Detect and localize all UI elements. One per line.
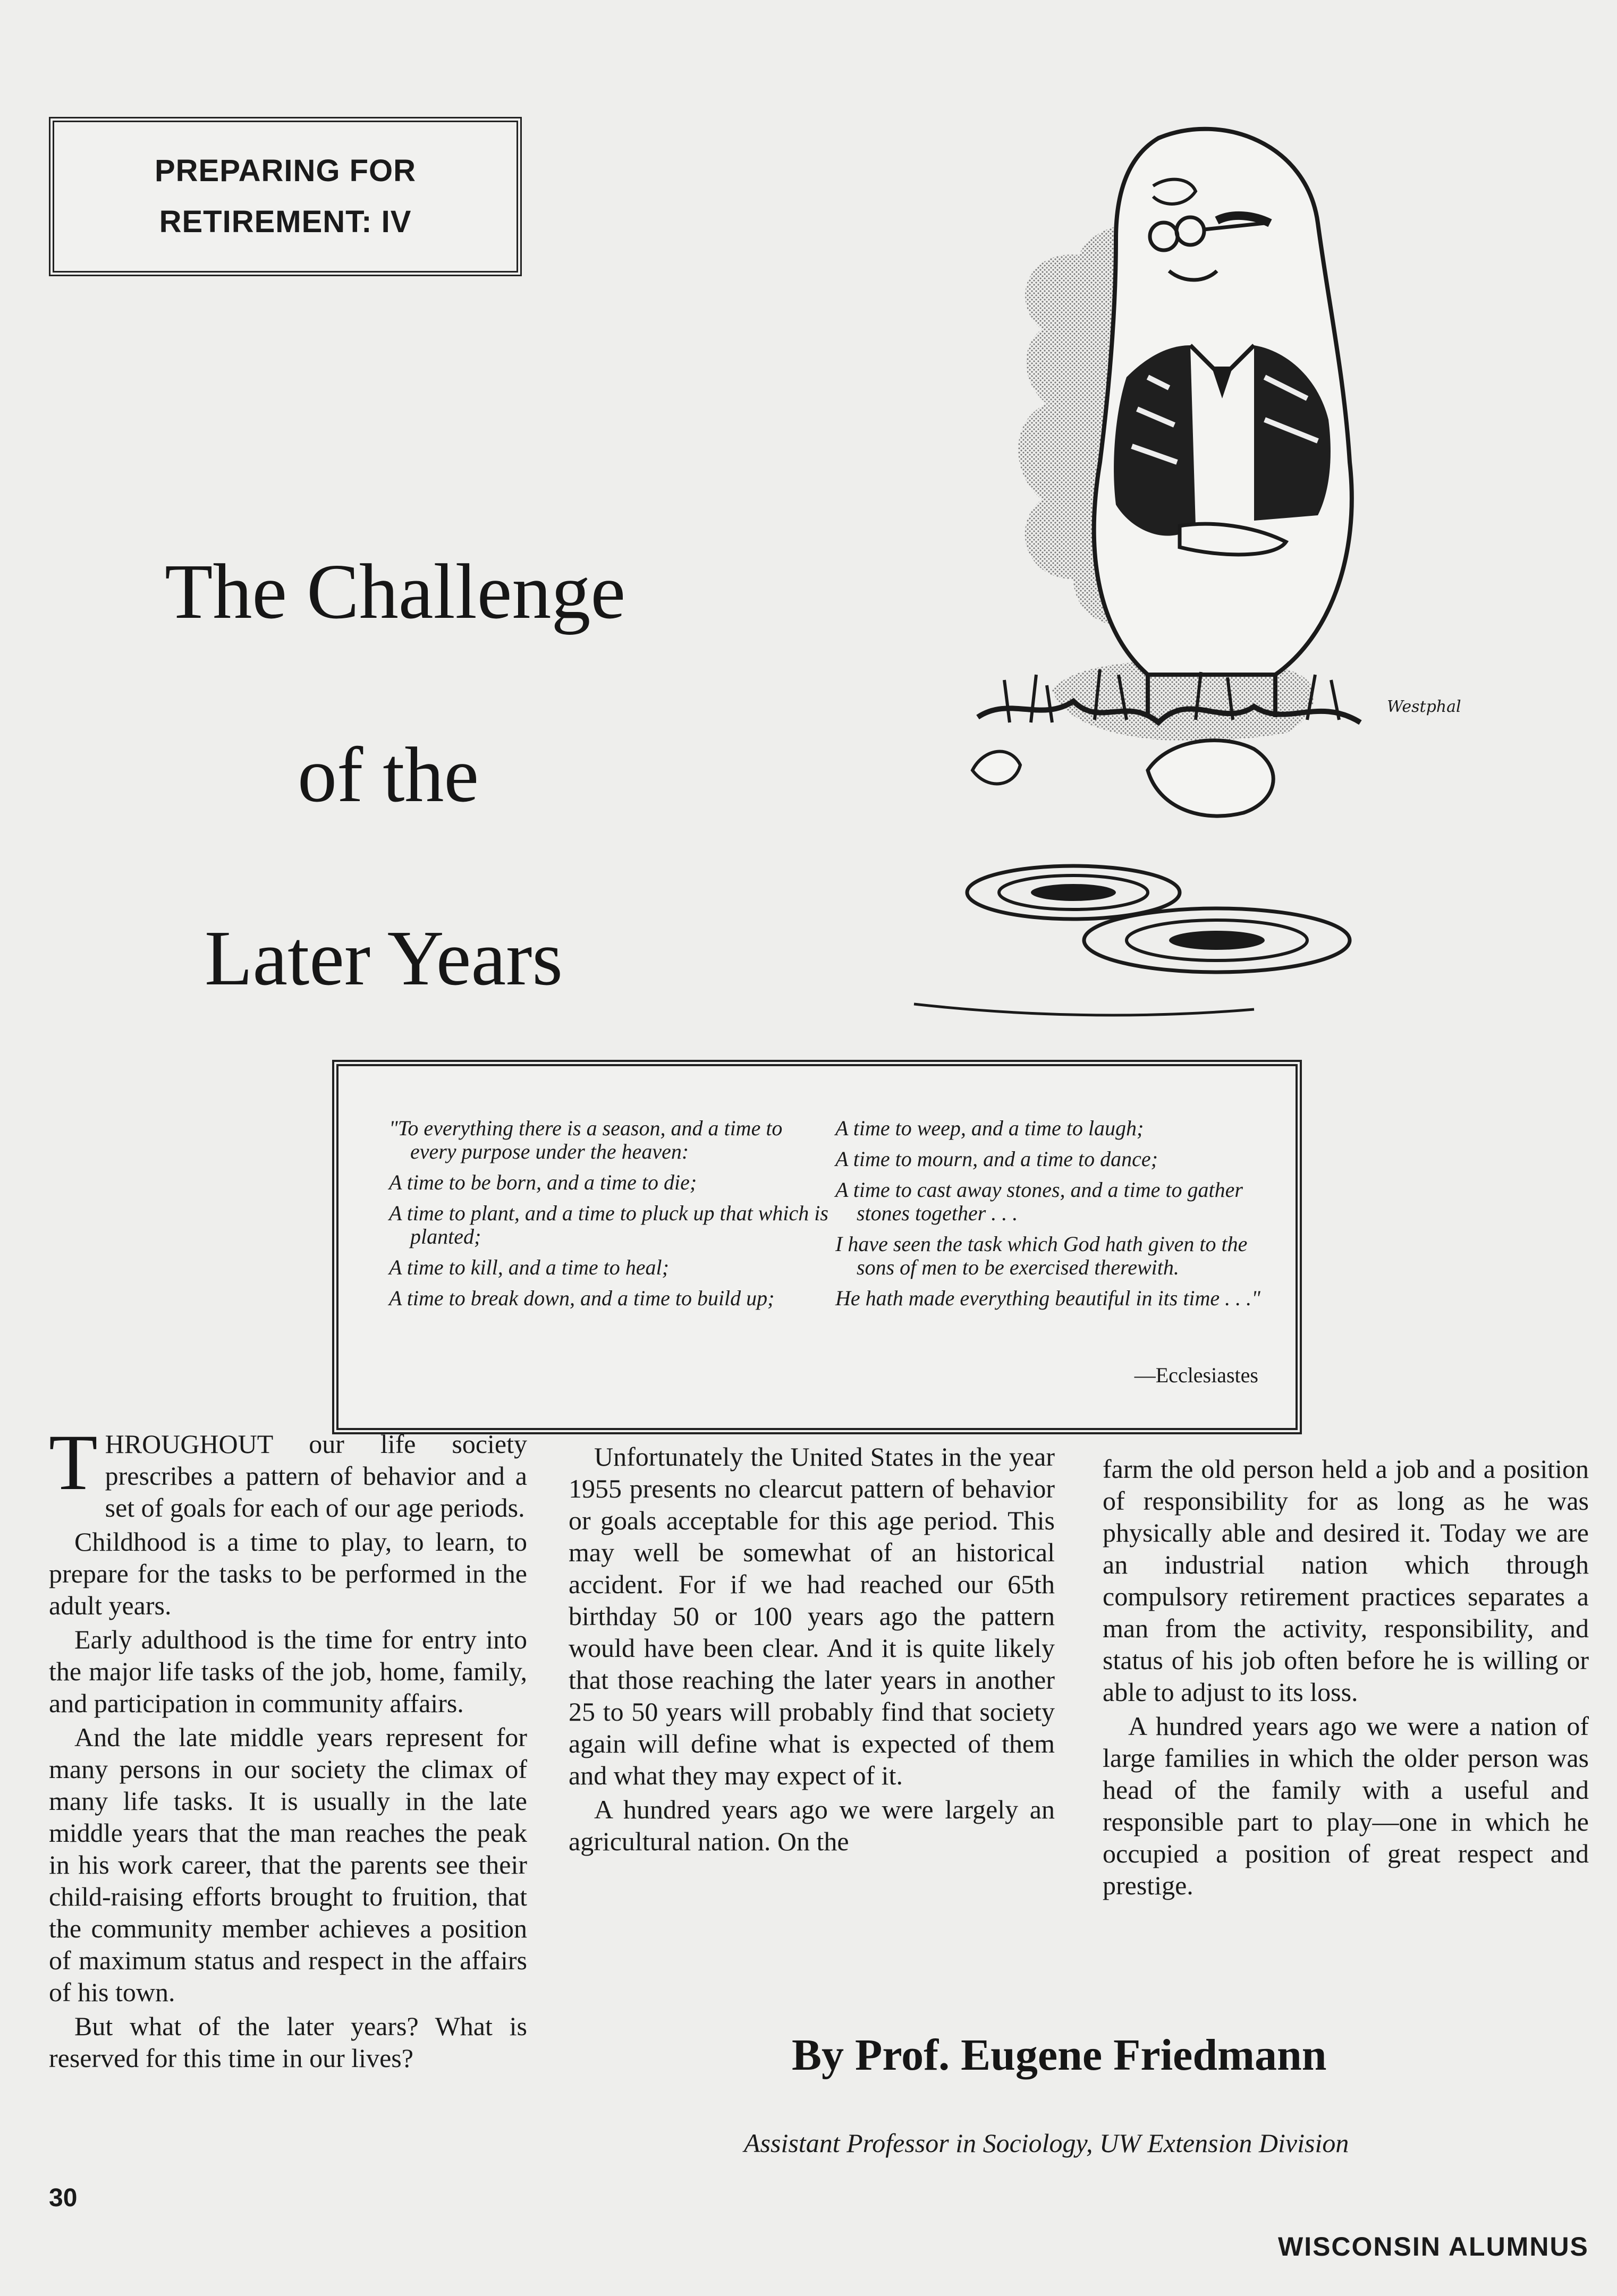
- quote-verse: He hath made everything beautiful in its time . . .": [835, 1286, 1260, 1310]
- quote-verse: "To everything there is a season, and a time to every purpose under the heaven:: [389, 1116, 783, 1163]
- title-line-2: of the: [298, 732, 479, 819]
- drop-cap: T: [49, 1418, 98, 1507]
- article-column-2: [569, 1441, 1055, 1859]
- cartoon-signature: Westphal: [1387, 698, 1461, 716]
- article-paragraph: A hundred years ago we were a nation of large families in which the older person was head of the family with a useful and responsible part to play—one in which he occupied a position of great respect and prestige.: [1103, 1711, 1589, 1900]
- title-line-1: The Challenge: [165, 548, 626, 635]
- article-paragraph: Early adulthood is the time for entry into the major life tasks of the job, home, family, and participation in community affairs.: [49, 1625, 527, 1718]
- quote-verse: A time to weep, and a time to laugh;: [835, 1116, 1144, 1140]
- quote-right-column: [835, 1117, 1271, 1317]
- quote-verse: I have seen the task which God hath given to the sons of men to be exercised therewith.: [835, 1232, 1248, 1279]
- section-tag-line-2: RETIREMENT: IV: [159, 205, 412, 239]
- quote-attribution: —Ecclesiastes: [1134, 1363, 1258, 1387]
- magazine-name: WISCONSIN ALUMNUS: [1278, 2232, 1589, 2261]
- page-number: 30: [49, 2184, 78, 2212]
- quote-verse: A time to cast away stones, and a time to gather stones together . . .: [835, 1178, 1243, 1225]
- article-paragraph: And the late middle years represent for many persons in our society the climax of many life tasks. It is usually in the late middle years that the man reaches the peak in his work career, that the parents see their child-raising efforts brought to fruition, that the community member achieves a position of maximum status and respect in the affairs of his town.: [49, 1722, 527, 2007]
- quote-left-column: [389, 1117, 830, 1317]
- author-affiliation: Assistant Professor in Sociology, UW Extension Division: [744, 2128, 1349, 2158]
- article-paragraph: But what of the later years? What is reserved for this time in our lives?: [49, 2011, 527, 2073]
- article-paragraph: THROUGHOUT our life society prescribes a pattern of behavior and a set of goals for each of our age periods.: [49, 1418, 527, 1523]
- article-paragraph: A hundred years ago we were largely an agricultural nation. On the: [569, 1795, 1055, 1856]
- article-paragraph: farm the old person held a job and a position of responsibility for as long as he was physically able and desired it. Today we are an industrial nation which through compulsory retirement practices separates a man from the activity, responsibility, and status of his job often before he is willing or able to adjust to its loss.: [1103, 1454, 1589, 1707]
- quote-verse: A time to break down, and a time to build up;: [389, 1286, 775, 1310]
- quote-verse: A time to plant, and a time to pluck up that which is planted;: [389, 1201, 828, 1248]
- article-paragraph: Childhood is a time to play, to learn, to prepare for the tasks to be performed in the adult years.: [49, 1527, 527, 1620]
- quote-verse: A time to kill, and a time to heal;: [389, 1255, 669, 1279]
- ecclesiastes-quote-box: [332, 1060, 1302, 1434]
- author-byline: By Prof. Eugene Friedmann: [792, 2030, 1327, 2080]
- article-column-1: [49, 1418, 527, 2076]
- article-column-3: [1103, 1453, 1589, 1903]
- cartoon-old-man-by-pond-icon: [850, 80, 1562, 1031]
- title-line-3: Later Years: [205, 915, 563, 1002]
- section-tag-box: [49, 117, 522, 276]
- quote-verse: A time to mourn, and a time to dance;: [835, 1147, 1158, 1171]
- quote-verse: A time to be born, and a time to die;: [389, 1170, 697, 1194]
- section-tag-line-1: PREPARING FOR: [154, 154, 417, 188]
- article-paragraph: Unfortunately the United States in the year 1955 presents no clearcut pattern of behavior or goals acceptable for this age period. This may well be somewhat of an historical accident. For if we had reached our 65th birthday 50 or 100 years ago the pattern would have been clear. And it is quite likely that those reaching the later years in another 25 to 50 years will probably find that society again will define what is expected of them and what they may expect of it.: [569, 1442, 1055, 1790]
